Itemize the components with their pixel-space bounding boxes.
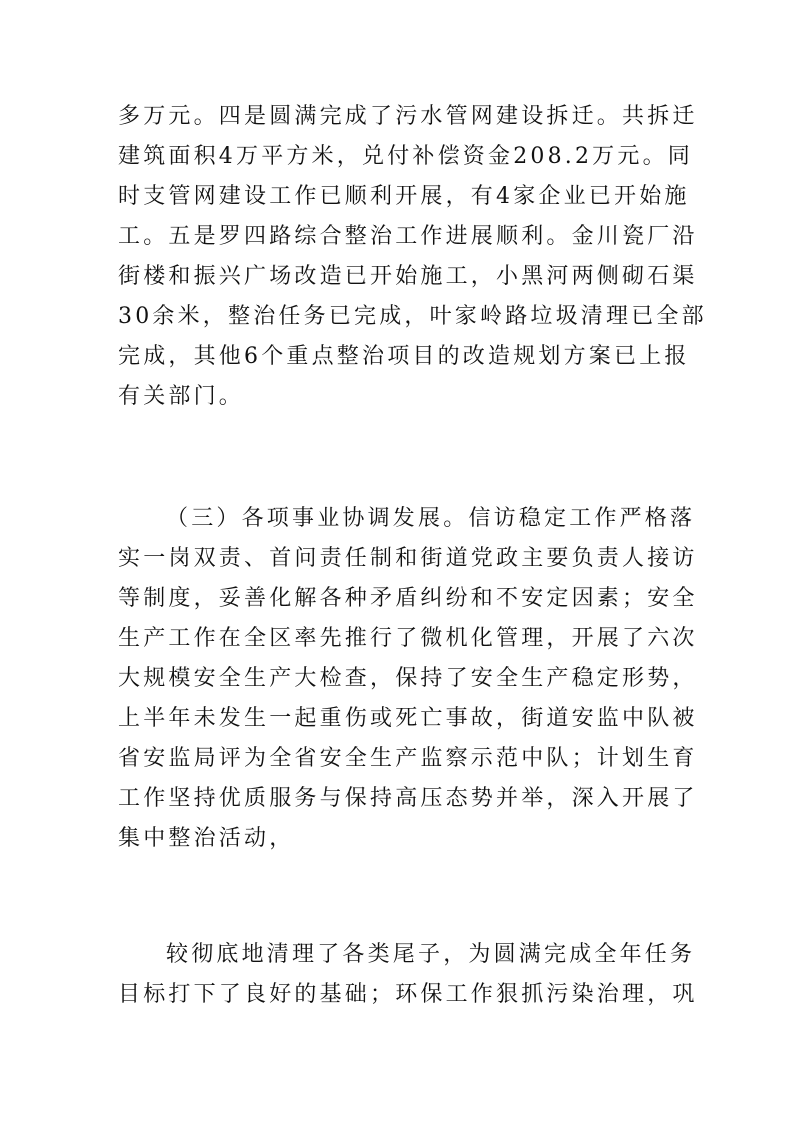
text-line: 较彻底地清理了各类尾子，为圆满完成全年任务: [166, 942, 696, 967]
text-line: 目标打下了良好的基础；环保工作狠抓污染治理，巩: [118, 982, 698, 1007]
text-line: （三）各项事业协调发展。信访稳定工作严格落: [166, 506, 696, 531]
text-line: 30余米，整治任务已完成，叶家岭路垃圾清理已全部: [118, 304, 707, 329]
text-line: 有关部门。: [118, 384, 245, 409]
text-line: 建筑面积4万平方米，兑付补偿资金208.2万元。同: [118, 144, 693, 169]
text-line: 完成，其他6个重点整治项目的改造规划方案已上报: [118, 344, 690, 369]
paragraph-section-three-coordinated-development: [118, 499, 698, 859]
text-line: 街楼和振兴广场改造已开始施工，小黑河两侧砌石渠: [118, 264, 698, 289]
text-line: 生产工作在全区率先推行了微机化管理，开展了六次: [118, 626, 698, 651]
text-line: 工。五是罗四路综合整治工作进展顺利。金川瓷厂沿: [118, 224, 698, 249]
text-line: 工作坚持优质服务与保持高压态势并举，深入开展了: [118, 786, 698, 811]
text-line: 等制度，妥善化解各种矛盾纠纷和不安定因素；安全: [118, 586, 698, 611]
paragraph-environmental-work: [118, 935, 698, 1015]
text-line: 多万元。四是圆满完成了污水管网建设拆迁。共拆迁: [118, 104, 698, 129]
text-line: 省安监局评为全省安全生产监察示范中队；计划生育: [118, 746, 698, 771]
text-line: 时支管网建设工作已顺利开展，有4家企业已开始施: [118, 184, 690, 209]
text-line: 集中整治活动，: [118, 826, 295, 851]
paragraph-sewage-and-road-renovation: [118, 97, 707, 417]
text-line: 实一岗双责、首问责任制和街道党政主要负责人接访: [118, 546, 698, 571]
text-line: 上半年未发生一起重伤或死亡事故，街道安监中队被: [118, 706, 698, 731]
text-line: 大规模安全生产大检查，保持了安全生产稳定形势，: [118, 666, 698, 691]
